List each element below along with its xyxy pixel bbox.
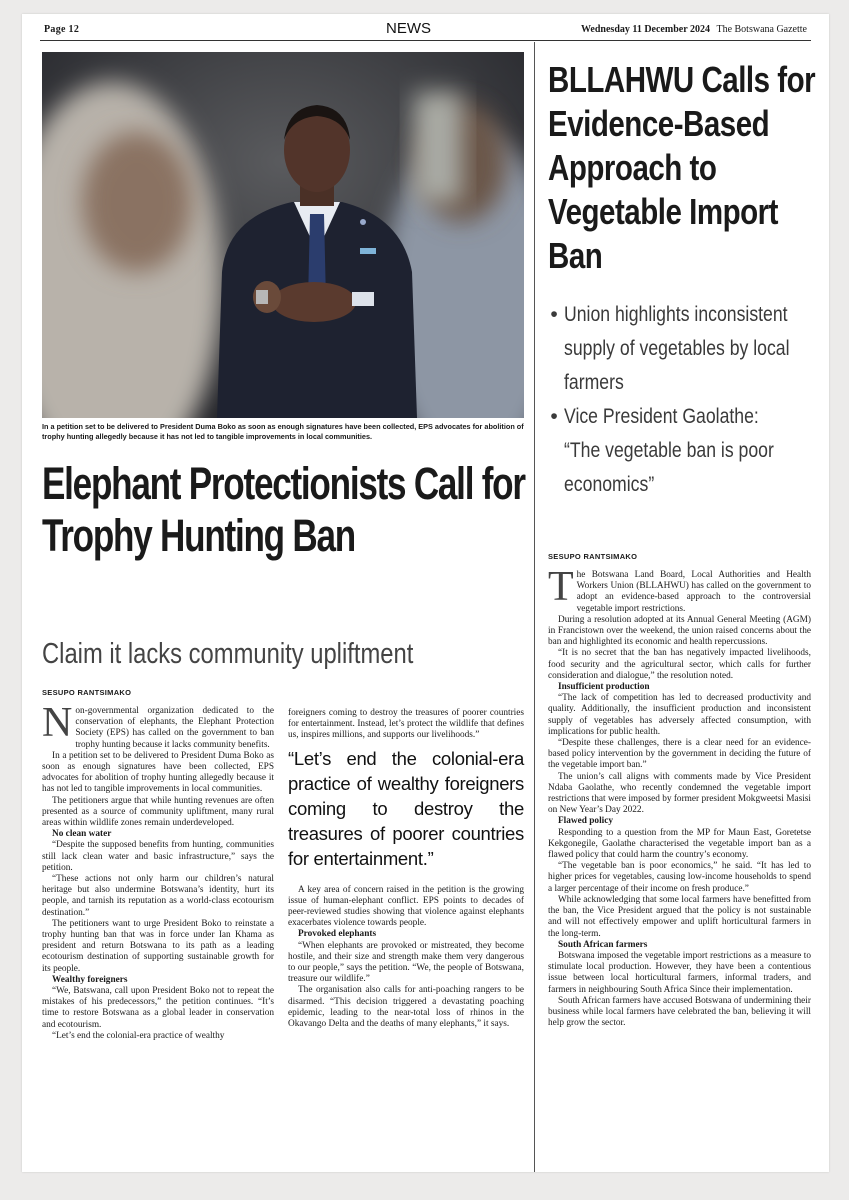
left-subhead: Claim it lacks community upliftment [42,638,414,670]
paragraph: The petitioners want to urge President Boko to reinstate a trophy hunting ban that was in force under Ian Khama as president and return Botswana to its path as a leading ecotourism destination of supporting sustainable growth for its people. [42,918,274,974]
bullet-text: Union highlights inconsistent supply of vegetables by local farmers [564,303,790,394]
paragraph: The union’s call aligns with comments made by Vice President Ndaba Gaolathe, who recently condemned the vegetable import restrictions that were imposed by former president Mokgweetsi Masisi on New Year’s Day 2022. [548,771,811,816]
article-photo [42,52,524,418]
right-dropcap: T [548,564,574,610]
paragraph: While acknowledging that some local farmers have benefitted from the ban, the Vice President argued that the policy is not sustainable and will not effectively empower and uplift horticultural farmers in the long-term. [548,894,811,939]
right-headline: BLLAHWU Calls for Evidence-Based Approach to Vegetable Import Ban [548,59,816,276]
left-col1-paragraphs [42,700,274,1042]
right-byline: SESUPO RANTSIMAKO [548,552,638,561]
paragraph: South African farmers have accused Botswana of undermining their business while local farmers have celebrated the ban, believing it will help grow the sector. [548,995,811,1029]
left-dropcap: N [42,700,73,746]
newspaper-page [22,14,829,1172]
paragraph: “These actions not only harm our children’s natural heritage but also undermine Botswana’s identity, hurt its people, and tarnish its reputation as a world-class ecotourism destination.” [42,874,274,918]
page-number: Page 12 [44,24,80,35]
column-divider [534,42,535,1172]
issue-date: Wednesday 11 December 2024 [580,24,710,35]
paragraph: “When elephants are provoked or mistreated, they become hostile, and their size and strength make them very dangerous to our people,” says the petition. “We, the people of Botswana, treasure our wildlife.” [288,940,524,985]
paragraph: Botswana imposed the vegetable import restrictions as a measure to stimulate local production. However, they have been a contentious issue between local horticultural farmers, informal traders, and farmers in neighbouring South Africa Since their implementation. [548,950,811,995]
right-bullet-list [544,298,834,502]
subheading: Insufficient production [558,682,650,693]
left-byline: SESUPO RANTSIMAKO [42,688,132,697]
right-article-body [548,564,811,1029]
paragraph: The petitioners argue that while hunting revenues are often presented as a source of community upliftment, many rural areas within wildlife zones remain underdeveloped. [42,795,274,829]
subheading: Flawed policy [558,816,614,827]
paragraph: During a resolution adopted at its Annual General Meeting (AGM) in Francistown over the weekend, the union raised concerns about the ban and highlighted its economic and health repercussions. [548,614,811,648]
pull-quote: “Let’s end the colonial-era practice of wealthy foreigners coming to destroy the treasures of poorer countries for entertainment.” [288,747,524,869]
subheading: Provoked elephants [298,929,377,940]
section-label: NEWS [386,20,431,37]
photo-caption: In a petition set to be delivered to President Duma Boko as soon as enough signatures have been collected, EPS advocates for abolition of trophy hunting allegedly because it has not led to tangible improvements in local communities. [42,422,524,441]
paragraph: “We, Batswana, call upon President Boko not to repeat the mistakes of his predecessors,” the petition continues. “It’s time to restore Botswana as a global leader in conservation and ecotourism. [42,986,274,1030]
left-article-column-2 [288,708,524,1030]
paragraph: In a petition set to be delivered to President Duma Boko as soon as enough signatures have been collected, EPS advocates for abolition of trophy hunting allegedly because it has not led to tangible improvements in local communities. [42,750,274,795]
left-col2-paragraphs [288,885,524,1031]
paragraph: “Despite the supposed benefits from hunting, communities still lack clean water and basic infrastructure,” says the petition. [42,840,274,873]
paragraph: Responding to a question from the MP for Maun East, Goretetse Kekgonegile, Gaolathe characterised the vegetable import ban as a flawed policy that could harm the country’s economy. [548,827,811,861]
subheading: No clean water [52,829,112,840]
paragraph: “The lack of competition has led to decreased productivity and quality. Additionally, the insufficient production and inconsistent supply of vegetables has adversely affected consumption, with implications for public health. [548,693,811,737]
bullet-dot-icon: • [550,405,558,428]
paragraph: The organisation also calls for anti-poaching rangers to be disarmed. “This decision triggered a devastating poaching epidemic, leading to the near-total loss of rhinos in the Okavango Delta and the deaths of many elephants,” it says. [288,985,524,1030]
right-paragraphs [548,564,811,1029]
left-headline: Elephant Protectionists Call for Trophy Hunting Ban [42,458,525,561]
bullet-text: Vice President Gaolathe: “The vegetable ban is poor economics” [564,405,774,496]
paragraph: “Let’s end the colonial-era practice of wealthy [52,1030,225,1041]
subheading: Wealthy foreigners [52,974,128,985]
header-rule [40,40,811,41]
bullet-item [544,400,834,502]
left-article-column-1 [42,700,274,1042]
paragraph: “It is no secret that the ban has negatively impacted livelihoods, food security and the agricultural sector, which calls for further consideration and dialogue,” the resolution noted. [548,648,811,681]
paragraph: on-governmental organization dedicated to the conservation of elephants, the Elephant Protection Society (EPS) has called on the government to ban trophy hunting because it lacks community benefits. [75,706,274,750]
bullet-dot-icon: • [550,303,558,326]
bullet-item [544,298,834,400]
paragraph: “The vegetable ban is poor economics,” he said. “It has led to higher prices for vegetables, causing low-income households to spend a larger percentage of their income on fresh produce.” [548,861,811,894]
paragraph: he Botswana Land Board, Local Authorities and Health Workers Union (BLLAHWU) has called on the government to adopt an evidence-based approach to the controversial vegetable import restrictions. [576,570,811,614]
photo-illustration [42,52,524,418]
paper-name: The Botswana Gazette [716,24,807,35]
paragraph: “Despite these challenges, there is a clear need for an evidence-based policy intervention by the government in deciding the future of the vegetable import ban.” [548,738,811,771]
paragraph: A key area of concern raised in the petition is the growing issue of human-elephant conflict. EPS points to decades of peer-reviewed studies showing that violence against elephants exacerbates violence towards people. [288,884,524,929]
page-dateline [581,24,807,35]
subheading: South African farmers [558,939,648,950]
col2-continuation: foreigners coming to destroy the treasures of poorer countries for entertainment. Instead, let’s protect the wildlife that defines us, inspires millions, and supports our livelihoods.” [288,708,524,741]
